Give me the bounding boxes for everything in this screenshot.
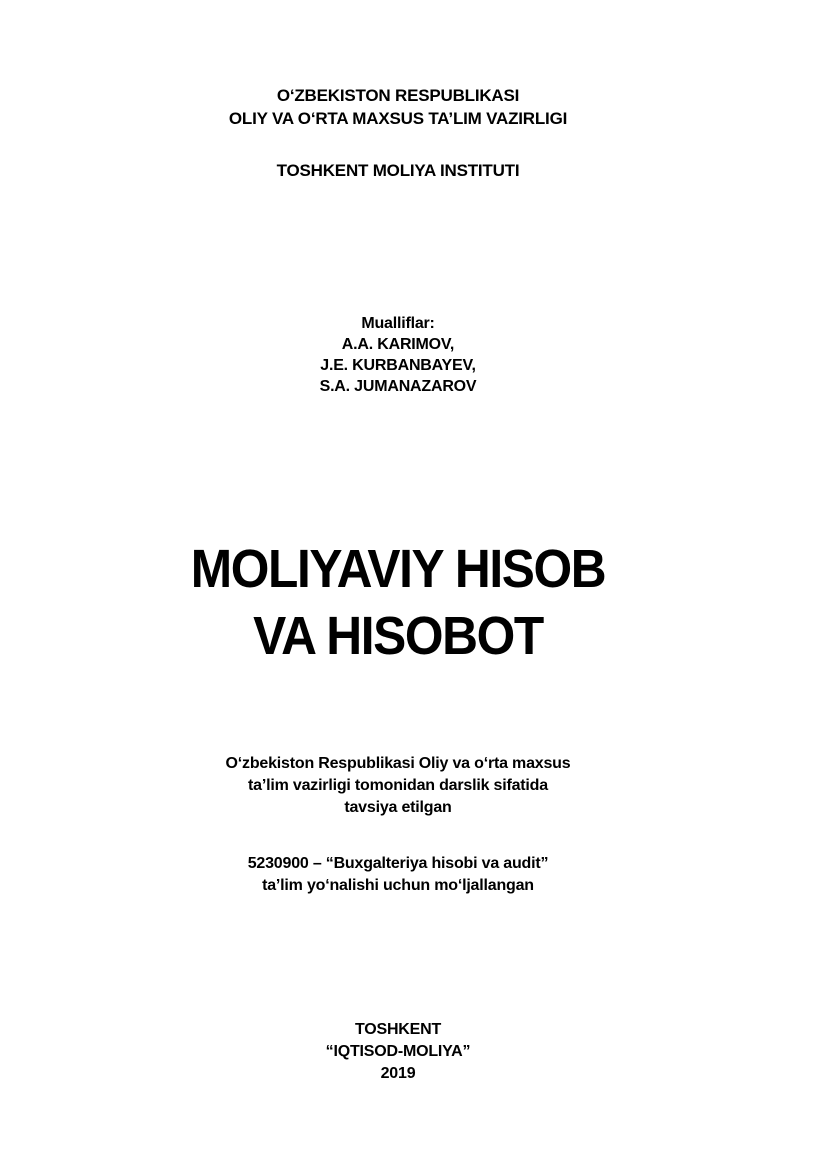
book-title-line: VA HISOBOT (253, 606, 543, 666)
institute-name: TOSHKENT MOLIYA INSTITUTI (276, 161, 520, 180)
book-title (32, 536, 764, 670)
book-title-line: MOLIYAVIY HISOB (190, 539, 606, 599)
publisher-city: TOSHKENT (354, 1021, 442, 1038)
author-name: J.E. KURBANBAYEV, (320, 357, 476, 374)
authors-block (0, 313, 796, 397)
ministry-name: OLIY VA O‘RTA MAXSUS TA’LIM VAZIRLIGI (228, 109, 568, 128)
recommendation-line: O‘zbekiston Respublikasi Oliy va o‘rta maxsus (225, 755, 571, 772)
publisher-block (0, 1019, 796, 1085)
recommendation-line: ta’lim vazirligi tomonidan darslik sifatida (248, 777, 548, 794)
institute-name-block (0, 159, 796, 182)
study-direction-line: ta’lim yo‘nalishi uchun mo‘ljallangan (262, 877, 534, 894)
author-name: S.A. JUMANAZAROV (319, 378, 477, 395)
publication-year: 2019 (380, 1065, 416, 1082)
ministry-header (0, 84, 796, 130)
authors-label: Mualliflar: (361, 315, 435, 332)
author-name: A.A. KARIMOV, (341, 336, 455, 353)
recommendation-line: tavsiya etilgan (344, 799, 452, 816)
publisher-name: “IQTISOD-MOLIYA” (325, 1043, 471, 1060)
study-direction-note (0, 853, 796, 897)
study-direction-line: 5230900 – “Buxgalteriya hisobi va audit” (247, 855, 549, 872)
recommendation-note (0, 753, 796, 819)
country-name: O‘ZBEKISTON RESPUBLIKASI (276, 86, 520, 105)
